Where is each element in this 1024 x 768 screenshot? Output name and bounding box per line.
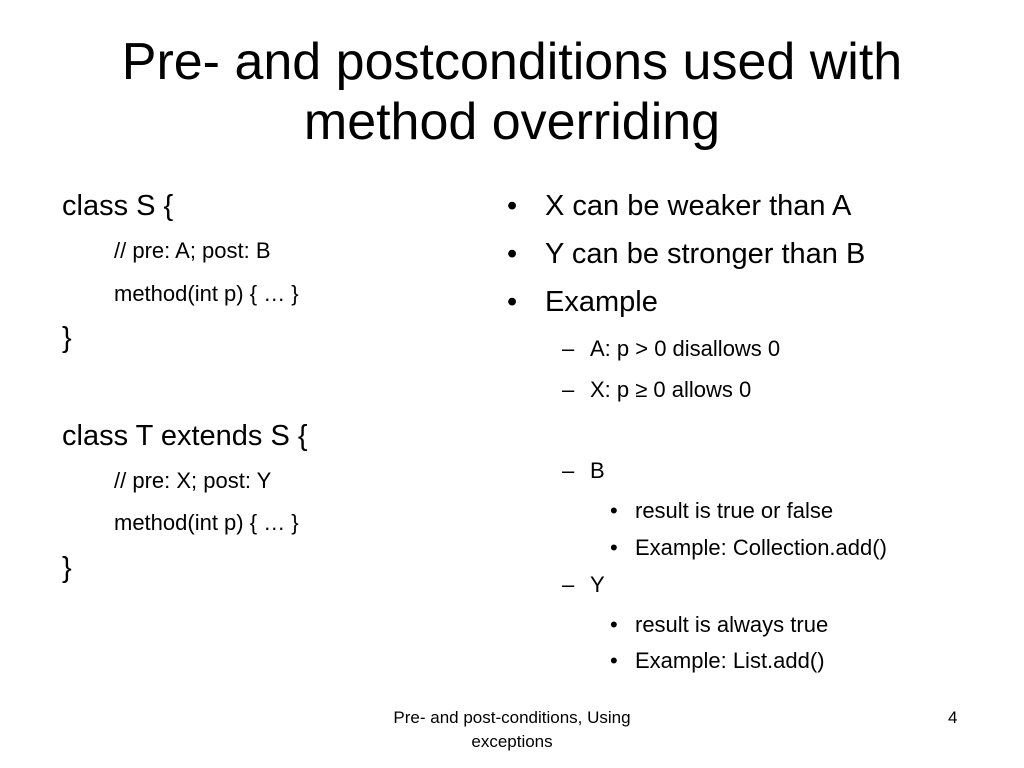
title-line-2: method overriding xyxy=(303,93,721,151)
dash-marker: – xyxy=(562,377,575,402)
bullet-example: Example xyxy=(545,286,658,318)
slide-footer xyxy=(352,706,672,754)
b-item-collection-add: Example: Collection.add() xyxy=(635,535,887,560)
bullet-y-stronger: Y can be stronger than B xyxy=(545,238,866,270)
bullet-x-weaker: X can be weaker than A xyxy=(545,190,852,222)
sub-item-a: A: p > 0 disallows 0 xyxy=(590,336,781,361)
page-number: 4 xyxy=(948,708,958,727)
dash-marker: – xyxy=(562,336,575,361)
class-t-comment: // pre: X; post: Y xyxy=(114,468,272,493)
sub-item-x: X: p ≥ 0 allows 0 xyxy=(590,377,752,402)
sub-item-y: Y xyxy=(590,572,605,597)
bullet-marker: • xyxy=(507,190,518,222)
y-item-always-true: result is always true xyxy=(635,612,829,637)
bullet-marker-small: • xyxy=(610,535,618,560)
b-item-true-or-false: result is true or false xyxy=(635,498,834,523)
class-s-comment: // pre: A; post: B xyxy=(114,238,271,263)
bullet-marker-small: • xyxy=(610,612,618,637)
bullet-marker-small: • xyxy=(610,498,618,523)
class-t-method: method(int p) { … } xyxy=(114,510,299,535)
y-item-list-add: Example: List.add() xyxy=(635,648,825,673)
class-t-open: class T extends S { xyxy=(62,420,308,452)
footer-line-1: Pre- and post-conditions, Using xyxy=(393,708,631,727)
bullet-marker: • xyxy=(507,286,518,318)
class-t-close: } xyxy=(62,552,72,584)
class-s-open: class S { xyxy=(62,190,174,222)
class-s-close: } xyxy=(62,322,72,354)
footer-line-2: exceptions xyxy=(471,732,553,751)
title-line-1: Pre- and postconditions used with xyxy=(121,33,903,91)
dash-marker: – xyxy=(562,458,575,483)
sub-item-b: B xyxy=(590,458,605,483)
class-s-method: method(int p) { … } xyxy=(114,281,299,306)
bullet-marker-small: • xyxy=(610,648,618,673)
bullet-marker: • xyxy=(507,238,518,270)
dash-marker: – xyxy=(562,572,575,597)
